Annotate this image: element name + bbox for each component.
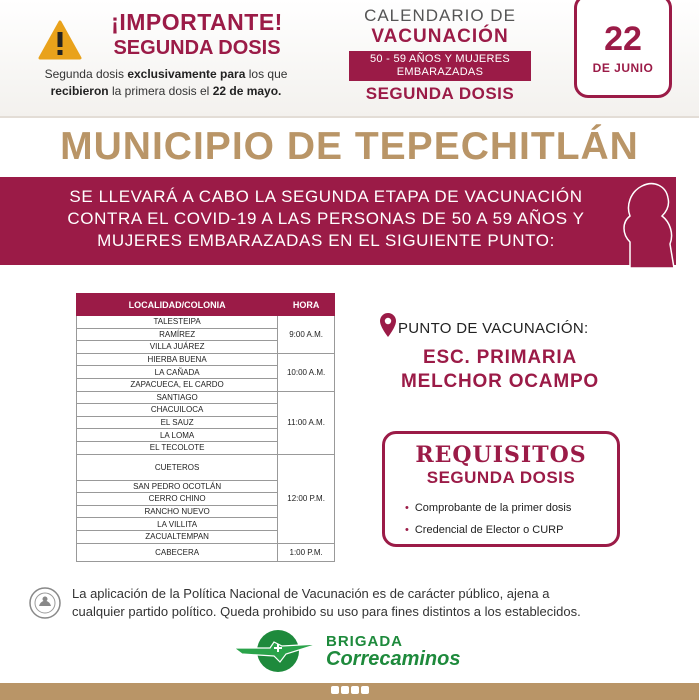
table-row — [77, 316, 335, 329]
location-pin-icon — [380, 313, 396, 337]
localidad-cell: CUETEROS — [77, 454, 278, 480]
hora-cell: 11:00 A.M. — [278, 391, 335, 454]
localidad-cell: EL TECOLOTE — [77, 441, 278, 454]
brigada-label: BRIGADA — [326, 633, 403, 650]
date-badge — [574, 0, 672, 98]
calendar-tag: 50 - 59 AÑOS Y MUJERES EMBARAZADAS — [349, 51, 531, 81]
requisitos-box — [382, 431, 620, 547]
localidad-cell: SAN PEDRO OCOTLÁN — [77, 480, 278, 493]
localidad-cell: CABECERA — [77, 543, 278, 561]
hora-cell: 9:00 A.M. — [278, 316, 335, 354]
banner-line-1: SE LLEVARÁ A CABO LA SEGUNDA ETAPA DE VACUNACIÓN — [69, 187, 583, 206]
legal-line-2: cualquier partido político. Queda prohibido su uso para fines distintos a los establecidos. — [72, 604, 581, 619]
date-day: 22 — [604, 20, 642, 58]
list-item: • Credencial de Elector o CURP — [405, 524, 571, 536]
legal-line-1: La aplicación de la Política Nacional de Vacunación es de carácter público, ajena a — [72, 586, 550, 601]
table-row — [77, 391, 335, 404]
hora-cell: 10:00 A.M. — [278, 353, 335, 391]
importante-note — [30, 66, 302, 100]
calendar-line-2: VACUNACIÓN — [371, 26, 509, 47]
localidad-cell: ZAPACUECA, EL CARDO — [77, 378, 278, 391]
municipio-title: MUNICIPIO DE TEPECHITLÁN — [60, 125, 639, 168]
note-bold-3: 22 de mayo. — [212, 84, 282, 98]
requisitos-list — [405, 502, 571, 546]
table-header-row — [77, 294, 335, 316]
localidad-cell: LA CAÑADA — [77, 366, 278, 379]
hora-cell: 12:00 P.M. — [278, 454, 335, 543]
hora-cell: 1:00 P.M. — [278, 543, 335, 561]
calendar-line-3: SEGUNDA DOSIS — [365, 84, 515, 103]
note-bold-2: recibieron — [50, 84, 109, 98]
correcaminos-logo-icon — [230, 628, 322, 674]
localidad-cell: HIERBA BUENA — [77, 353, 278, 366]
correcaminos-label: Correcaminos — [326, 648, 461, 670]
social-icons — [331, 686, 369, 694]
note-text-2: los que — [245, 67, 288, 81]
note-text-3: la primera dosis el — [108, 84, 213, 98]
note-bold-1: exclusivamente para — [127, 67, 246, 81]
localidad-cell: VILLA JUÁREZ — [77, 341, 278, 354]
banner-line-2: CONTRA EL COVID-19 A LAS PERSONAS DE 50 A 59 AÑOS Y — [67, 209, 585, 228]
header — [0, 0, 699, 118]
note-text-1: Segunda dosis — [44, 67, 128, 81]
banner-text — [0, 186, 630, 252]
localidad-cell: CHACUILOCA — [77, 404, 278, 417]
importante-title: ¡IMPORTANTE! — [111, 9, 283, 35]
table-row — [77, 543, 335, 561]
localidad-cell: RANCHO NUEVO — [77, 505, 278, 518]
requisitos-title: REQUISITOS — [415, 442, 587, 468]
twitter-icon[interactable] — [341, 686, 349, 694]
schedule-table — [76, 293, 335, 562]
warning-icon — [38, 20, 82, 60]
mexico-seal-icon — [28, 586, 62, 620]
localidad-cell: RAMÍREZ — [77, 328, 278, 341]
punto-name-line-2: MELCHOR OCAMPO — [400, 371, 600, 392]
calendar-block — [346, 6, 534, 105]
localidad-cell: ZACUALTEMPAN — [77, 530, 278, 543]
localidad-cell: TALESTEIPA — [77, 316, 278, 329]
column-header-localidad: LOCALIDAD/COLONIA — [77, 294, 278, 316]
punto-label: PUNTO DE VACUNACIÓN: — [398, 320, 589, 337]
segunda-dosis-title: SEGUNDA DOSIS — [113, 37, 281, 59]
table-row — [77, 353, 335, 366]
banner-line-3: MUJERES EMBARAZADAS EN EL SIGUIENTE PUNTO: — [97, 231, 555, 250]
table-row — [77, 454, 335, 480]
localidad-cell: LA LOMA — [77, 429, 278, 442]
legal-notice — [72, 585, 682, 621]
localidad-cell: CERRO CHINO — [77, 493, 278, 506]
calendar-line-1: CALENDARIO DE — [364, 6, 516, 25]
instagram-icon[interactable] — [351, 686, 359, 694]
punto-name-line-1: ESC. PRIMARIA — [423, 347, 577, 368]
localidad-cell: SANTIAGO — [77, 391, 278, 404]
youtube-icon[interactable] — [361, 686, 369, 694]
localidad-cell: EL SAUZ — [77, 416, 278, 429]
localidad-cell: LA VILLITA — [77, 518, 278, 531]
requisitos-subtitle: SEGUNDA DOSIS — [426, 468, 576, 487]
punto-name — [360, 346, 640, 394]
date-month: DE JUNIO — [592, 61, 654, 75]
column-header-hora: HORA — [278, 294, 335, 316]
list-item: • Comprobante de la primer dosis — [405, 502, 571, 514]
facebook-icon[interactable] — [331, 686, 339, 694]
